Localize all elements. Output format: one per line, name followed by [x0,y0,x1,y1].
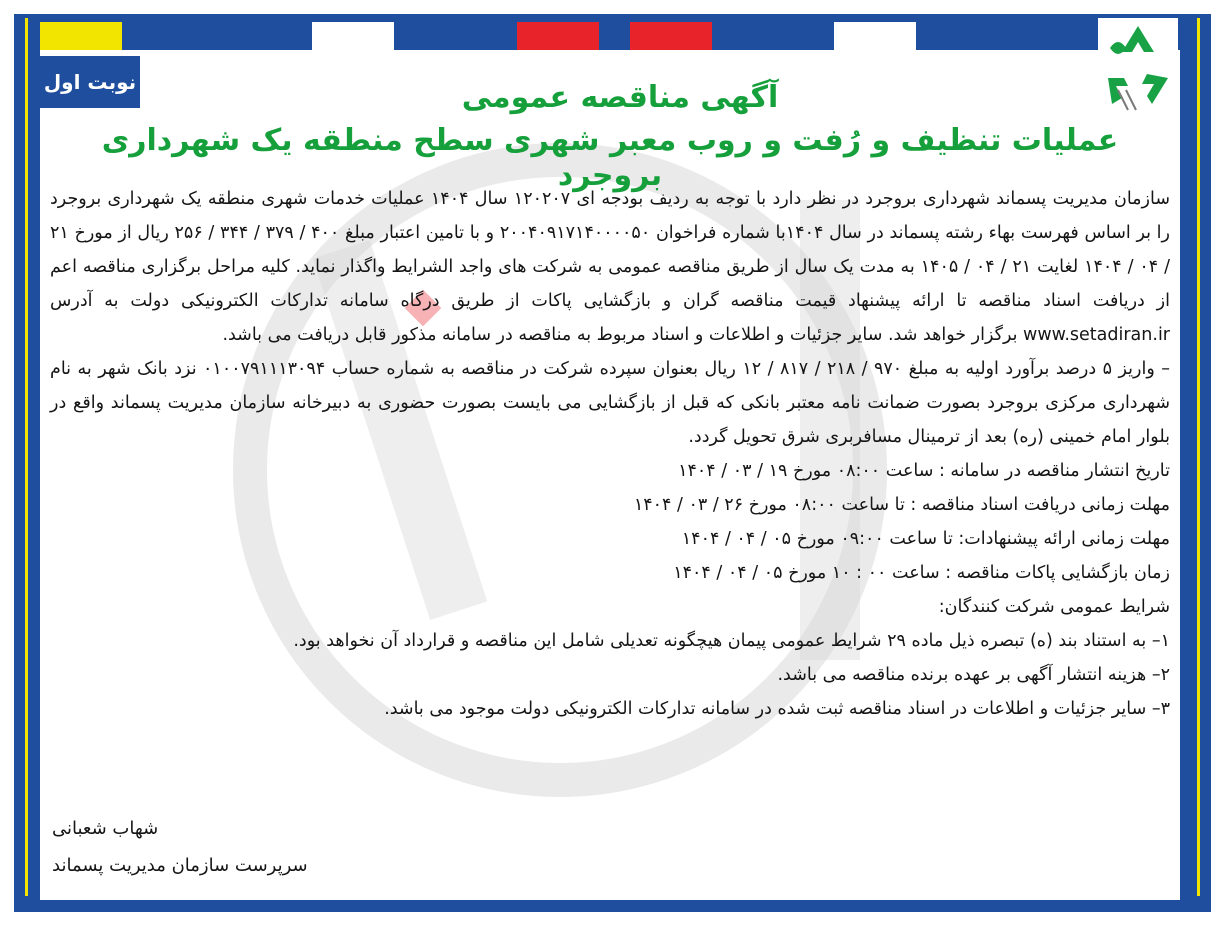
round-badge: نوبت اول [40,56,140,108]
notice-text [50,182,1170,726]
schedule-proposals: مهلت زمانی ارائه پیشنهادات: تا ساعت ۰۹:۰۰ مورخ ۰۵ / ۰۴ / ۱۴۰۴ [681,529,1170,549]
signer-title: سرپرست سازمان مدیریت پسماند [52,855,308,876]
schedule-opening: زمان بازگشایی پاکات مناقصه : ساعت ۰۰ : ۱۰ مورخ ۰۵ / ۰۴ / ۱۴۰۴ [673,563,1170,583]
paragraph-deposit: – واریز ۵ درصد برآورد اولیه به مبلغ ۹۷۰ / ۲۱۸ / ۸۱۷ / ۱۲ ریال بعنوان سپرده شرکت در مناقصه به شماره حساب ۰۱۰۰۷۹۱۱۱۳۰۹۴ نزد بانک شهر به نام شهرداری مرکزی بروجرد بصورت ضمانت نامه معتبر بانکی که قبل از بازگشایی می بایست بصورت حضوری به دبیرخانه سازمان مدیریت پسماند واقع در بلوار امام خمینی (ره) بعد از ترمینال مسافربری شرق تحویل گردد. [50,359,1170,447]
yellow-border-line-left [25,18,28,896]
conditions-heading: شرایط عمومی شرکت کنندگان: [938,597,1170,617]
white-stripe-1 [312,22,394,52]
recycle-logo [1098,18,1178,114]
red-stripe-2 [630,22,712,52]
condition-item: ۳– سایر جزئیات و اطلاعات در اسناد مناقصه ثبت شده در سامانه تدارکات الکترونیکی دولت موجود می باشد. [384,699,1170,719]
condition-item: ۲– هزینه انتشار آگهی بر عهده برنده مناقصه می باشد. [777,665,1170,685]
schedule-publish: تاریخ انتشار مناقصه در سامانه : ساعت ۰۸:۰۰ مورخ ۱۹ / ۰۳ / ۱۴۰۴ [678,461,1170,481]
condition-item: ۱– به استناد بند (ه) تبصره ذیل ماده ۲۹ شرایط عمومی پیمان هیچگونه تعدیلی شامل این مناقصه و قرارداد آن نخواهد بود. [293,631,1170,651]
recycle-icon [1098,18,1178,114]
yellow-border-line-right [1197,18,1200,896]
white-stripe-2 [834,22,916,52]
notice-subtitle: عملیات تنظیف و رُفت و روب معبر شهری سطح منطقه یک شهرداری بروجرد [101,123,1119,193]
notice-title: آگهی مناقصه عمومی [461,80,779,115]
yellow-stripe [40,22,122,52]
signer-name: شهاب شعبانی [52,818,159,839]
paragraph-intro: سازمان مدیریت پسماند شهرداری بروجرد در نظر دارد با توجه به ردیف بودجه ای ۱۲۰۲۰۷ سال ۱۴۰۴ عملیات خدمات شهری منطقه یک شهرداری بروجرد را بر اساس فهرست بهاء رشته پسماند در سال ۱۴۰۴با شماره فراخوان ۲۰۰۴۰۹۱۷۱۴۰۰۰۰۵۰ و با تامین اعتبار مبلغ ۴۰۰ / ۳۷۹ / ۳۴۴ / ۲۵۶ ریال از مورخ ۲۱ / ۰۴ / ۱۴۰۴ لغایت ۲۱ / ۰۴ / ۱۴۰۵ به مدت یک سال از طریق مناقصه عمومی به شرکت های واجد الشرایط واگذار نماید. کلیه مراحل برگزاری مناقصه اعم از دریافت اسناد مناقصه تا ارائه پیشنهاد قیمت مناقصه گران و بازگشایی پاکات از طریق درگاه سامانه تدارکات الکترونیکی دولت به آدرس www.setadiran.ir برگزار خواهد شد. سایر جزئیات و اطلاعات و اسناد مربوط به مناقصه در سامانه مذکور قابل دریافت می باشد. [50,189,1171,345]
schedule-documents: مهلت زمانی دریافت اسناد مناقصه : تا ساعت ۰۸:۰۰ مورخ ۲۶ / ۰۳ / ۱۴۰۴ [633,495,1170,515]
red-stripe-1 [517,22,599,52]
